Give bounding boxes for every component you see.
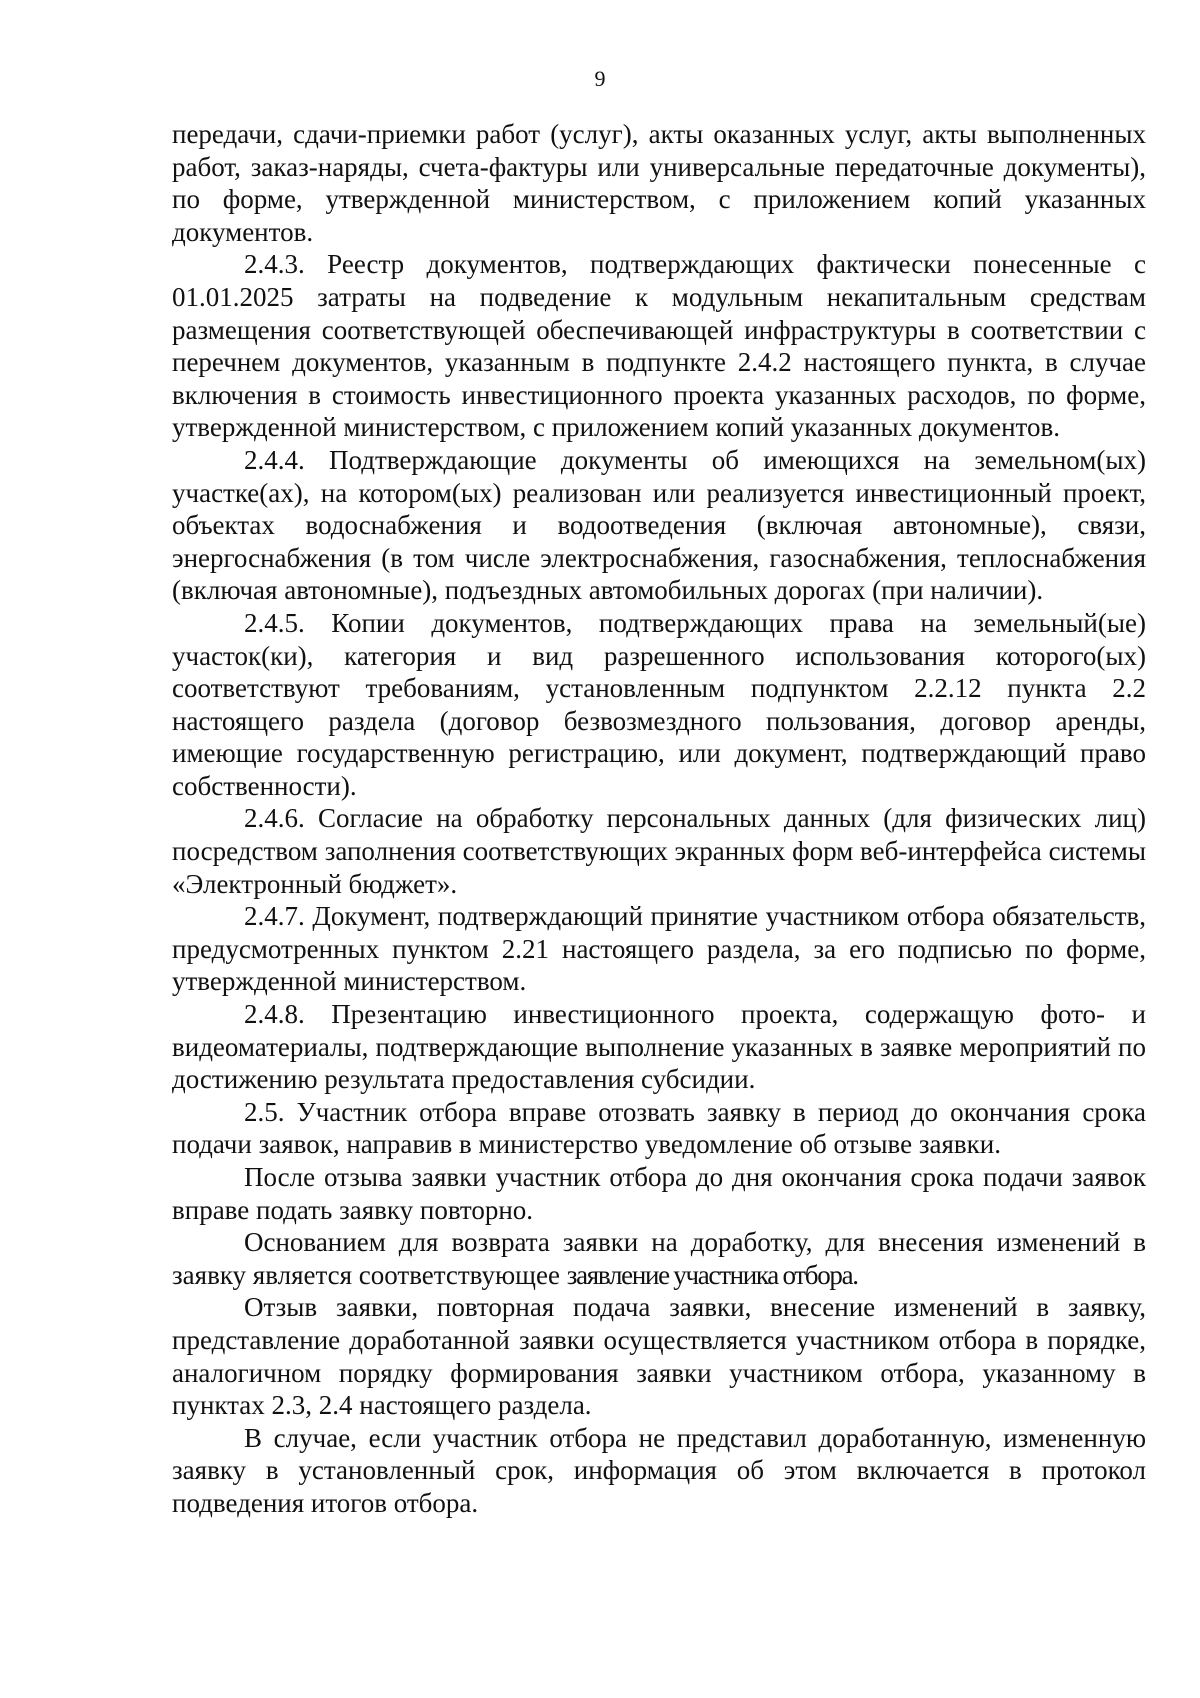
paragraph-withdrawal-procedure: Отзыв заявки, повторная подача заявки, внесение изменений в заявку, представление доработанной заявки осуществляется участником отбора в порядке, аналогичном порядку формирования заявки участником отбора, указанному в пунктах 2.3, 2.4 настоящего раздела. [172,1292,1146,1421]
paragraph-return-basis [172,1226,1146,1291]
paragraph-2-4-3: 2.4.3. Реестр документов, подтверждающих фактически понесенные с 01.01.2025 затраты на подведение к модульным некапитальным средствам размещения соответствующей обеспечивающей инфраструктуры в соответствии с перечнем документов, указанным в подпункте 2.4.2 настоящего пункта, в случае включения в стоимость инвестиционного проекта указанных расходов, по форме, утвержденной министерством, с приложением копий указанных документов. [172,249,1146,443]
paragraph-not-submitted: В случае, если участник отбора не представил доработанную, измененную заявку в установленный срок, информация об этом включается в протокол подведения итогов отбора. [172,1422,1146,1518]
paragraph-return-basis-condensed: заявление участника отбора. [566,1259,858,1290]
paragraph-2-4-8: 2.4.8. Презентацию инвестиционного проекта, содержащую фото- и видеоматериалы, подтверждающие выполнение указанных в заявке мероприятий по достижению результата предоставления субсидии. [172,999,1146,1095]
paragraph-2-4-5: 2.4.5. Копии документов, подтверждающих права на земельный(ые) участок(ки), категория и вид разрешенного использования которого(ых) соответствуют требованиям, установленным подпунктом 2.2.12 пункта 2.2 настоящего раздела (договор безвозмездного пользования, договор аренды, имеющие государственную регистрацию, или документ, подтверждающий право собственности). [172,607,1146,801]
paragraph-2-4-6: 2.4.6. Согласие на обработку персональных данных (для физических лиц) посредством заполнения соответствующих экранных форм веб-интерфейса системы «Электронный бюджет». [172,803,1146,899]
document-body [172,118,1146,1520]
paragraph-2-4-7: 2.4.7. Документ, подтверждающий принятие участником отбора обязательств, предусмотренных пунктом 2.21 настоящего раздела, за его подписью по форме, утвержденной министерством. [172,901,1146,997]
paragraph-return-basis-main: Основанием для возврата заявки на доработку, для внесения изменений в заявку является соответствующее [172,1227,1146,1290]
paragraph-withdrawal-resubmit: После отзыва заявки участник отбора до дня окончания срока подачи заявок вправе подать заявку повторно. [172,1162,1146,1225]
paragraph-2-4-4: 2.4.4. Подтверждающие документы об имеющихся на земельном(ых) участке(ах), на котором(ых) реализован или реализуется инвестиционный проект, объектах водоснабжения и водоотведения (включая автономные), связи, энергоснабжения (в том числе электроснабжения, газоснабжения, теплоснабжения (включая автономные), подъездных автомобильных дорогах (при наличии). [172,444,1146,606]
page-number: 9 [594,66,606,91]
paragraph-2-5: 2.5. Участник отбора вправе отозвать заявку в период до окончания срока подачи заявок, направив в министерство уведомление об отзыве заявки. [172,1096,1146,1160]
paragraph-continuation: передачи, сдачи-приемки работ (услуг), акты оказанных услуг, акты выполненных работ, заказ-наряды, счета-фактуры или универсальные передаточные документы), по форме, утвержденной министерством, с приложением копий указанных документов. [172,119,1146,247]
